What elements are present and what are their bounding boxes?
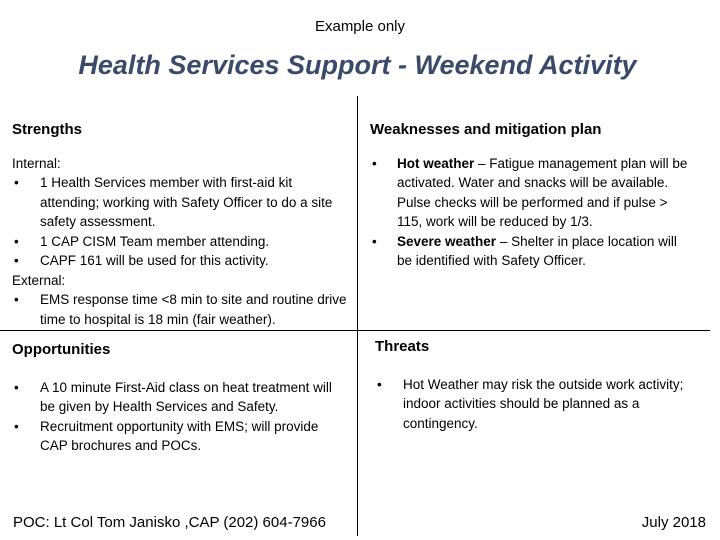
internal-list xyxy=(12,173,347,271)
weaknesses-quadrant xyxy=(370,120,690,271)
list-item xyxy=(370,232,690,271)
external-label: External: xyxy=(12,272,66,288)
item-text: – Fatigue management plan will be activated. Water and snacks will be available. Pulse checks will be performed and if pulse > 115, work will be reduced by 1/3. xyxy=(397,155,688,229)
weaknesses-heading: Weaknesses and mitigation plan xyxy=(370,121,602,138)
list-item: • Hot Weather may risk the outside work activity; indoor activities should be planned as a contingency. xyxy=(375,375,695,434)
page-title: Health Services Support - Weekend Activity xyxy=(78,50,637,80)
strengths-quadrant xyxy=(12,120,347,329)
weaknesses-list xyxy=(370,154,690,271)
threats-quadrant xyxy=(375,337,695,433)
example-note: Example only xyxy=(314,18,406,35)
item-text: – Shelter in place location will be identified with Safety Officer. xyxy=(397,233,677,268)
list-item: • CAPF 161 will be used for this activity. xyxy=(12,251,347,271)
list-item: • 1 Health Services member with first-aid kit attending; working with Safety Officer to do a site safety assessment. xyxy=(12,173,347,232)
list-item: • Recruitment opportunity with EMS; will provide CAP brochures and POCs. xyxy=(12,417,347,456)
strengths-heading: Strengths xyxy=(12,121,83,138)
list-item: • EMS response time <8 min to site and routine drive time to hospital is 18 min (fair weather). xyxy=(12,290,347,329)
list-item: • 1 CAP CISM Team member attending. xyxy=(12,232,347,252)
horizontal-divider xyxy=(0,330,710,331)
footer-date: July 2018 xyxy=(641,514,706,531)
opportunities-list xyxy=(12,378,347,456)
threats-heading: Threats xyxy=(375,338,430,355)
item-title: Severe weather xyxy=(397,233,497,249)
external-list xyxy=(12,290,347,329)
opportunities-quadrant xyxy=(12,340,347,456)
threats-list xyxy=(375,375,695,434)
strengths-content xyxy=(12,154,347,330)
opportunities-heading: Opportunities xyxy=(12,341,111,358)
item-title: Hot weather xyxy=(397,155,475,171)
list-item: • A 10 minute First-Aid class on heat treatment will be given by Health Services and Safety. xyxy=(12,378,347,417)
poc-contact: POC: Lt Col Tom Janisko ,CAP (202) 604-7966 xyxy=(13,514,326,531)
list-item xyxy=(370,154,690,232)
internal-label: Internal: xyxy=(12,155,61,171)
vertical-divider xyxy=(357,96,358,536)
